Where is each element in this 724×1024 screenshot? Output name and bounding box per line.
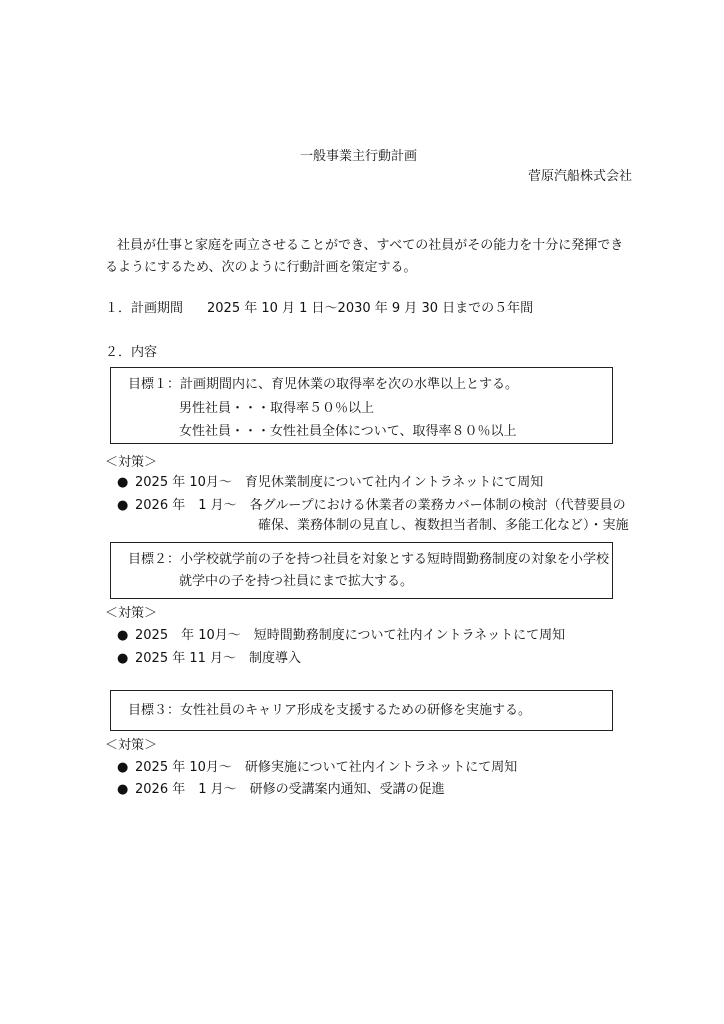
goal1-female-target: 女性社員・・・女性社員全体について、取得率８０％以上 [179, 424, 517, 439]
bullet-icon: ● [117, 475, 129, 490]
section2-label: ２．内容 [105, 345, 158, 360]
bullet-icon: ● [117, 628, 129, 643]
goal3-line-1: 目標３：女性社員のキャリア形成を支援するための研修を実施する。 [128, 703, 532, 718]
goal2-measure-2: ● 2025 年 11 月～ 制度導入 [117, 651, 302, 666]
bullet-icon: ● [117, 651, 129, 666]
goal1-measure-2: ● 2026 年 1 月～ 各グループにおける休業者の業務カバー体制の検討（代替要員の [117, 498, 626, 513]
document-title: 一般事業主行動計画 [300, 149, 418, 164]
goal3-measures-label: ＜対策＞ [105, 738, 158, 753]
goal2-line-1: 目標２：小学校就学前の子を持つ社員を対象とする短時間勤務制度の対象を小学校 [128, 552, 610, 567]
goal2-measures-label: ＜対策＞ [105, 606, 158, 621]
goal2-line-2: 就学中の子を持つ社員にまで拡大する。 [179, 574, 414, 589]
goal2-box [110, 542, 613, 599]
intro-line-2: るようにするため、次のように行動計画を策定する。 [105, 260, 417, 275]
intro-line-1: 社員が仕事と家庭を両立させることができ、すべての社員がその能力を十分に発揮でき [117, 238, 624, 253]
goal2-measure-1: ● 2025 年 10月～ 短時間勤務制度について社内イントラネットにて周知 [117, 628, 566, 643]
goal1-line-1: 目標１：計画期間内に、育児休業の取得率を次の水準以上とする。 [128, 377, 519, 392]
goal3-measure-1: ● 2025 年 10月～ 研修実施について社内イントラネットにて周知 [117, 760, 518, 775]
bullet-icon: ● [117, 498, 129, 513]
bullet-icon: ● [117, 782, 129, 797]
goal1-measures-label: ＜対策＞ [105, 455, 158, 470]
goal1-measure-2-continuation: 確保、業務体制の見直し、複数担当者制、多能工化など）・実施 [258, 518, 629, 533]
goal3-measure-2: ● 2026 年 1 月～ 研修の受講案内通知、受講の促進 [117, 782, 445, 797]
goal1-measure-1: ● 2025 年 10月～ 育児休業制度について社内イントラネットにて周知 [117, 475, 544, 490]
goal1-male-target: 男性社員・・・取得率５０％以上 [179, 401, 375, 416]
plan-period: 2025 年 10 月 1 日～2030 年 9 月 30 日までの５年間 [207, 301, 534, 316]
bullet-icon: ● [117, 760, 129, 775]
section1-label: １．計画期間 [105, 301, 184, 316]
company-name: 菅原汽船株式会社 [527, 169, 632, 184]
